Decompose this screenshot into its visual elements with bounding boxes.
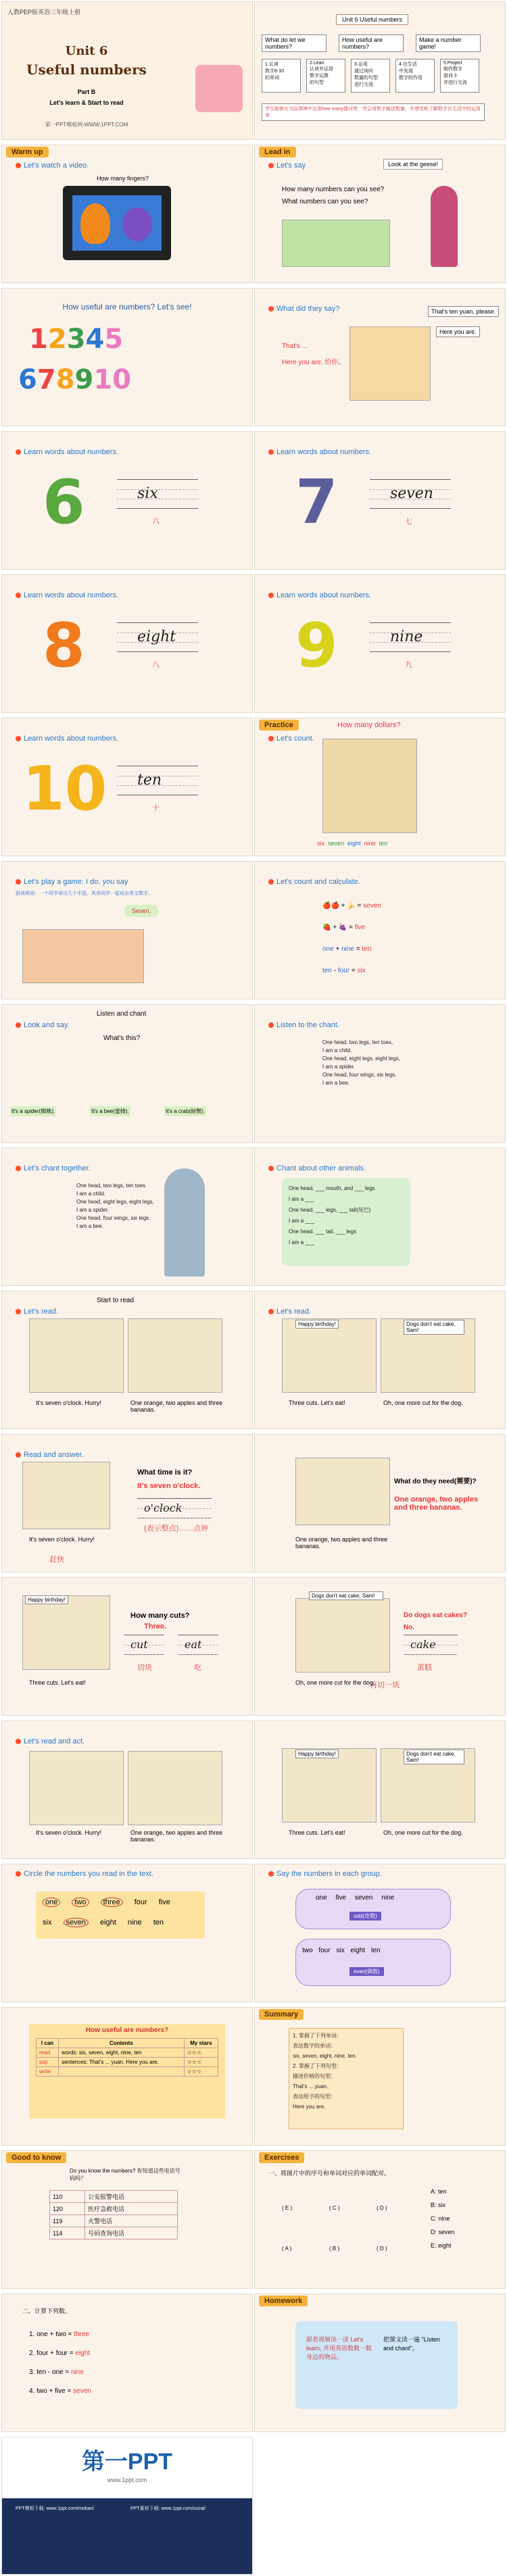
footer-note: 第一PPT模板网-WWW.1PPT.COM bbox=[45, 122, 128, 128]
slide-word-eight bbox=[1, 574, 253, 713]
instruction: Chant about other animals. bbox=[276, 1164, 366, 1172]
answer: It's a crab(螃蟹). bbox=[164, 1106, 206, 1116]
phrase: Here you are. 给你。 bbox=[282, 359, 345, 366]
bullet-icon bbox=[268, 1871, 274, 1877]
goal-card: 3.运用 通过询问 数量的句型 进行交流 bbox=[351, 59, 390, 93]
slide-read-answer-1 bbox=[1, 1434, 253, 1572]
answer: No. bbox=[404, 1624, 415, 1631]
slide-word-nine bbox=[254, 574, 506, 713]
speech-bubble: Happy birthday! bbox=[25, 1595, 68, 1604]
story-picture bbox=[22, 1462, 110, 1529]
question: Do dogs eat cakes? bbox=[404, 1612, 467, 1619]
section-tag: Exercises bbox=[259, 2152, 304, 2163]
slide-title: How useful are numbers? Let's see! bbox=[62, 302, 192, 312]
picture-labels: ( E ) ( C ) ( D ) ( A ) ( B ) ( D ) bbox=[282, 2205, 387, 2252]
odd-words: one five seven nine bbox=[316, 1894, 395, 1902]
task: 一、将图片中的序号和单词对应的单词配对。 bbox=[268, 2170, 391, 2177]
phrase: That's ... bbox=[282, 343, 308, 350]
slide-read-act bbox=[1, 1720, 253, 1859]
chinese-meaning: 蛋糕 bbox=[417, 1664, 432, 1672]
question: How many numbers can you see? bbox=[282, 186, 385, 193]
slide-overview bbox=[254, 1, 506, 140]
word-row-1: one two three four five bbox=[43, 1898, 170, 1906]
group-label: odd(奇数) bbox=[349, 1912, 381, 1921]
caption: It's seven o'clock. Hurry! bbox=[36, 1400, 101, 1406]
teacher-figure bbox=[431, 186, 458, 267]
instruction: Let's read. bbox=[24, 1308, 59, 1316]
question: What do they need(需要)? bbox=[394, 1478, 477, 1485]
slide-good-to-know bbox=[1, 2150, 253, 2289]
check-table-box bbox=[29, 2024, 225, 2119]
word-row-2: six seven eight nine ten bbox=[43, 1918, 164, 1927]
caption: It's seven o'clock. Hurry! bbox=[36, 1829, 101, 1836]
section-tag: Good to know bbox=[6, 2152, 66, 2163]
section-tag: Practice bbox=[259, 720, 299, 730]
slide-chant bbox=[254, 1004, 506, 1143]
instruction: Learn words about numbers. bbox=[24, 448, 119, 456]
caption: Three cuts. Let's eat! bbox=[289, 1829, 345, 1836]
bullet-icon bbox=[268, 1166, 274, 1171]
slide-read-answer-4 bbox=[254, 1577, 506, 1716]
check-table: I can Contents My stars read words: six, seven, eight, nine, ten ☆☆☆ say sentences: That's ... yuan. Here you are. ☆☆☆ write ☆☆☆ bbox=[36, 2038, 218, 2077]
site-url[interactable]: www.1ppt.com bbox=[107, 2477, 147, 2483]
caption: It's seven o'clock. Hurry! bbox=[29, 1536, 95, 1543]
instruction: Let's watch a video. bbox=[24, 162, 89, 170]
bullet-icon bbox=[268, 1309, 274, 1314]
slide-chant-animals bbox=[254, 1147, 506, 1286]
footer-band bbox=[2, 2498, 252, 2574]
instruction: Circle the numbers you read in the text. bbox=[24, 1870, 153, 1878]
slide-title: Listen and chant bbox=[97, 1010, 147, 1018]
slide-title: How many dollars? bbox=[337, 721, 401, 729]
story-picture bbox=[282, 1748, 377, 1823]
phone-table: 110 公安报警电话 120 医疗急救电话 119 火警电话 114 号码查询电话 bbox=[49, 2190, 178, 2239]
slide-game bbox=[1, 861, 253, 999]
instruction: Let's count. bbox=[276, 735, 314, 743]
bullet-icon bbox=[268, 593, 274, 598]
slide-read-answer-3 bbox=[1, 1577, 253, 1716]
story-picture bbox=[295, 1458, 390, 1525]
slide-title: Start to read bbox=[97, 1297, 135, 1304]
question: Do you know the numbers? 你知道这些电话号码吗？ bbox=[70, 2168, 180, 2181]
chinese-meaning: 再切一块 bbox=[370, 1681, 400, 1689]
geese-picture bbox=[282, 220, 390, 267]
speech-bubble: Happy birthday! bbox=[295, 1750, 339, 1758]
logo: 第一PPT bbox=[81, 2449, 173, 2475]
slide-leadin bbox=[254, 145, 506, 283]
equation-list: 1. one + two = three 2. four + four = eight 3. ten - one = nine 4. two + five = seven bbox=[29, 2331, 91, 2395]
bullet-icon bbox=[268, 449, 274, 455]
question-card: What do let we numbers? bbox=[262, 34, 327, 52]
speech-bubble: Dogs don't eat cake, Sam! bbox=[404, 1320, 464, 1335]
bullet-icon bbox=[268, 736, 274, 741]
overview-heading: Unit 6 Useful numbers bbox=[336, 14, 408, 25]
slide-self-check bbox=[1, 2007, 253, 2146]
slide-read-1 bbox=[1, 1291, 253, 1429]
overview-note: 学生能够在交际情境中运用how many提问等，学会用数字描述数量，并感受和了解数字在生活中的运用等 bbox=[262, 103, 485, 121]
slide-exercises-1 bbox=[254, 2150, 506, 2289]
instruction: Let's say bbox=[276, 162, 306, 170]
speech-bubble: Dogs don't eat cake, Sam! bbox=[404, 1750, 464, 1764]
caption: One orange, two apples and three bananas. bbox=[130, 1400, 223, 1413]
question: What numbers can you see? bbox=[282, 198, 368, 205]
story-picture bbox=[128, 1318, 222, 1393]
slide-look-say bbox=[1, 1004, 253, 1143]
bullet-icon bbox=[16, 1309, 21, 1314]
instruction: Let's count and calculate. bbox=[276, 878, 360, 886]
caption: Oh, one more cut for the dog. bbox=[295, 1679, 375, 1686]
word: eight bbox=[137, 628, 176, 645]
caption: One orange, two apples and three bananas. bbox=[295, 1536, 388, 1550]
bullet-icon bbox=[268, 306, 274, 312]
chant-lines: One head, ___ mouth, and ___ legs I am a ___ One head, ___ legs, ___ tail(尾巴) I am a ___ One head, ___ tail, ___ legs I am a ___ bbox=[289, 1185, 375, 1245]
chinese-meaning: 切块 bbox=[137, 1664, 152, 1672]
caption: Three cuts. Let's eat! bbox=[289, 1400, 345, 1406]
slide-dialogue bbox=[254, 288, 506, 426]
goal-card: 5.Project 制作数字 游戏卡 并进行交流 bbox=[440, 59, 479, 93]
question: How many cuts? bbox=[130, 1612, 190, 1620]
footer-slide bbox=[1, 2437, 253, 2575]
slide-title bbox=[1, 1, 253, 140]
part-subtitle: Let's learn & Start to read bbox=[49, 99, 124, 106]
slide-warmup bbox=[1, 145, 253, 283]
answer: It's seven o'clock. bbox=[137, 1482, 201, 1490]
slide-read-act-2 bbox=[254, 1720, 506, 1859]
story-picture bbox=[22, 1595, 110, 1670]
answer: It's a spider(蜘蛛). bbox=[10, 1106, 56, 1116]
speech-bubble: That's ten yuan, please. bbox=[428, 306, 499, 317]
word: cake bbox=[410, 1638, 436, 1651]
instruction: Say the numbers in each group. bbox=[276, 1870, 382, 1878]
slide-read-answer-2 bbox=[254, 1434, 506, 1572]
chinese-meaning: 九 bbox=[405, 661, 412, 669]
instruction: Let's read. bbox=[276, 1308, 312, 1316]
word: seven bbox=[390, 485, 433, 502]
section-tag: Homework bbox=[259, 2296, 308, 2306]
instruction: Look and say. bbox=[24, 1021, 70, 1029]
word: ten bbox=[137, 772, 162, 789]
instruction: Learn words about numbers. bbox=[276, 448, 372, 456]
even-words: two four six eight ten bbox=[302, 1947, 381, 1954]
bullet-icon bbox=[16, 1739, 21, 1744]
footer-link[interactable]: PPT素材下载: www.1ppt.com/sucai/ bbox=[130, 2506, 206, 2511]
table-title: How useful are numbers? bbox=[85, 2027, 169, 2034]
bullet-icon bbox=[16, 1022, 21, 1028]
money-picture bbox=[322, 739, 417, 833]
publisher: 人教PEP版英语三年级上册 bbox=[7, 9, 81, 16]
chinese-meaning: 十 bbox=[152, 804, 160, 812]
instruction: What did they say? bbox=[276, 305, 340, 313]
bullet-icon bbox=[16, 1871, 21, 1877]
summary-lines: 1. 掌握了下列单词： 表达数字的单词： six, seven, eight, nine, ten. 2. 掌握了下列句型： 描述价格的句型： That's ... yuan. 表达给予的句型： Here you are. bbox=[293, 2033, 357, 2110]
speech-bubble: How many fingers? bbox=[97, 175, 149, 182]
bullet-icon bbox=[16, 1452, 21, 1458]
equations: 🍎🍎 + 🍌 = seven 🍓 + 🍇 = five one + nine = ten ten - four = six bbox=[322, 902, 381, 974]
bullet-icon bbox=[268, 1022, 274, 1028]
chinese-meaning: 八 bbox=[152, 661, 160, 669]
slide-summary bbox=[254, 2007, 506, 2146]
big-number: 6 bbox=[43, 467, 85, 538]
video-player[interactable] bbox=[63, 186, 171, 260]
number-words: six seven eight nine ten bbox=[317, 840, 388, 847]
instruction: Let's chant together. bbox=[24, 1164, 91, 1172]
part-label: Part B bbox=[77, 89, 96, 95]
big-number: 9 bbox=[295, 610, 338, 681]
section-tag: Warm up bbox=[6, 147, 49, 157]
unit-title: Useful numbers bbox=[26, 61, 147, 78]
speech-bubble: Happy birthday! bbox=[295, 1320, 339, 1329]
game-rules: 游戏规则：一个同学拿出几个手指，其余同学一起说出英文数字。 bbox=[16, 891, 153, 896]
answer: Three. bbox=[144, 1623, 167, 1631]
caption: Oh, one more cut for the dog. bbox=[383, 1400, 463, 1406]
bullet-icon bbox=[268, 163, 274, 168]
chinese-meaning: 吃 bbox=[194, 1664, 201, 1672]
speech-board: Look at the geese! bbox=[383, 159, 443, 170]
speech-bubble: Here you are. bbox=[436, 326, 480, 337]
slide-exercises-2 bbox=[1, 2294, 253, 2432]
homework-task: 跟着视频读一读 Let's learn, 并用英语数数一数身边的物品。 bbox=[306, 2336, 372, 2360]
question: What's this? bbox=[103, 1035, 141, 1042]
slide-read-2 bbox=[254, 1291, 506, 1429]
classroom-picture bbox=[22, 929, 144, 983]
word: cut bbox=[130, 1638, 148, 1651]
story-picture bbox=[295, 1598, 390, 1673]
instruction: Let's play a game: I do, you say bbox=[24, 878, 128, 886]
speech-bubble: Dogs don't eat cake, Sam! bbox=[309, 1591, 383, 1600]
big-number: 10 bbox=[22, 753, 107, 824]
slide-circle-numbers bbox=[1, 1864, 253, 2002]
answer: It's a bee(蜜蜂). bbox=[90, 1106, 130, 1116]
word: eat bbox=[185, 1638, 202, 1651]
bullet-icon bbox=[16, 163, 21, 168]
big-number: 8 bbox=[43, 610, 85, 681]
instruction: Let's read and act. bbox=[24, 1737, 85, 1745]
story-picture bbox=[29, 1751, 124, 1825]
word: o'clock bbox=[144, 1502, 183, 1514]
slide-word-six bbox=[1, 431, 253, 570]
child-silhouette bbox=[164, 1168, 205, 1277]
slide-calculate bbox=[254, 861, 506, 999]
slide-homework bbox=[254, 2294, 506, 2432]
chinese-meaning: 七 bbox=[405, 518, 412, 526]
unit-label: Unit 6 bbox=[65, 44, 108, 58]
group-label: even(偶数) bbox=[349, 1967, 384, 1976]
options: A: ten B: six C: nine D: seven E: eight bbox=[431, 2188, 455, 2249]
section-tag: Summary bbox=[259, 2009, 304, 2020]
slide-say-groups bbox=[254, 1864, 506, 2002]
slide-practice bbox=[254, 718, 506, 856]
slide-numbers bbox=[1, 288, 253, 426]
numbers-row-1: 12345 bbox=[29, 324, 124, 355]
bullet-icon bbox=[16, 736, 21, 741]
question-card: Make a number game! bbox=[416, 34, 481, 52]
chinese-meaning: 六 bbox=[152, 518, 160, 526]
word: six bbox=[137, 485, 158, 502]
bullet-icon bbox=[16, 879, 21, 885]
numbers-row-2: 678910 bbox=[18, 364, 132, 395]
speech-bubble: Seven. bbox=[124, 905, 159, 917]
goal-card: 2.Lean 认读并运用 数字运算 的句型 bbox=[306, 59, 345, 93]
section-tag: Lead in bbox=[259, 147, 296, 157]
word: nine bbox=[390, 628, 423, 645]
goal-card: 1.认读 数字6-10 的单词 bbox=[262, 59, 301, 93]
bullet-icon bbox=[16, 449, 21, 455]
big-number: 7 bbox=[295, 467, 338, 538]
chant-lines: One head, two legs, ten toes, I am a child. One head, eight legs, eight legs, I am a spider. One head, four wings, six legs. I am a bee. bbox=[322, 1039, 400, 1086]
caption: Oh, one more cut for the dog. bbox=[383, 1829, 463, 1836]
story-picture bbox=[282, 1318, 377, 1393]
slide-chant-together bbox=[1, 1147, 253, 1286]
book-illustration bbox=[195, 65, 243, 112]
instruction: Learn words about numbers. bbox=[24, 735, 119, 743]
bullet-icon bbox=[16, 1166, 21, 1171]
question-card: How useful are numbers? bbox=[339, 34, 404, 52]
task: 二、计算下列数。 bbox=[22, 2308, 72, 2314]
instruction: Learn words about numbers. bbox=[276, 591, 372, 599]
caption: Three cuts. Let's eat! bbox=[29, 1679, 86, 1686]
bullet-icon bbox=[16, 593, 21, 598]
answer: One orange, two apples and three bananas. bbox=[394, 1495, 479, 1512]
instruction: Read and answer. bbox=[24, 1451, 84, 1459]
homework-task: 把课文读一遍 "Listen and chant"。 bbox=[383, 2336, 440, 2352]
story-picture bbox=[29, 1318, 124, 1393]
caption: One orange, two apples and three bananas. bbox=[130, 1829, 223, 1843]
chant-lines: One head, two legs, ten toes. I am a child. One head, eight legs, eight legs, I am a spider. One head, four wings, six legs. I am a bee. bbox=[76, 1183, 154, 1229]
goal-card: 4.在生活 中发现 数字的作用 bbox=[395, 59, 435, 93]
slide-word-ten bbox=[1, 718, 253, 856]
instruction: Learn words about numbers. bbox=[24, 591, 119, 599]
chinese-meaning: (表示整点)……点钟 bbox=[144, 1525, 209, 1533]
chinese-meaning: 赶快 bbox=[49, 1556, 64, 1564]
story-picture bbox=[128, 1751, 222, 1825]
shop-picture bbox=[349, 326, 431, 401]
even-group bbox=[295, 1939, 451, 1986]
footer-link[interactable]: PPT模板下载: www.1ppt.com/moban/ bbox=[16, 2506, 95, 2511]
question: What time is it? bbox=[137, 1468, 193, 1477]
bullet-icon bbox=[268, 879, 274, 885]
instruction: Listen to the chant. bbox=[276, 1021, 339, 1029]
slide-word-seven bbox=[254, 431, 506, 570]
